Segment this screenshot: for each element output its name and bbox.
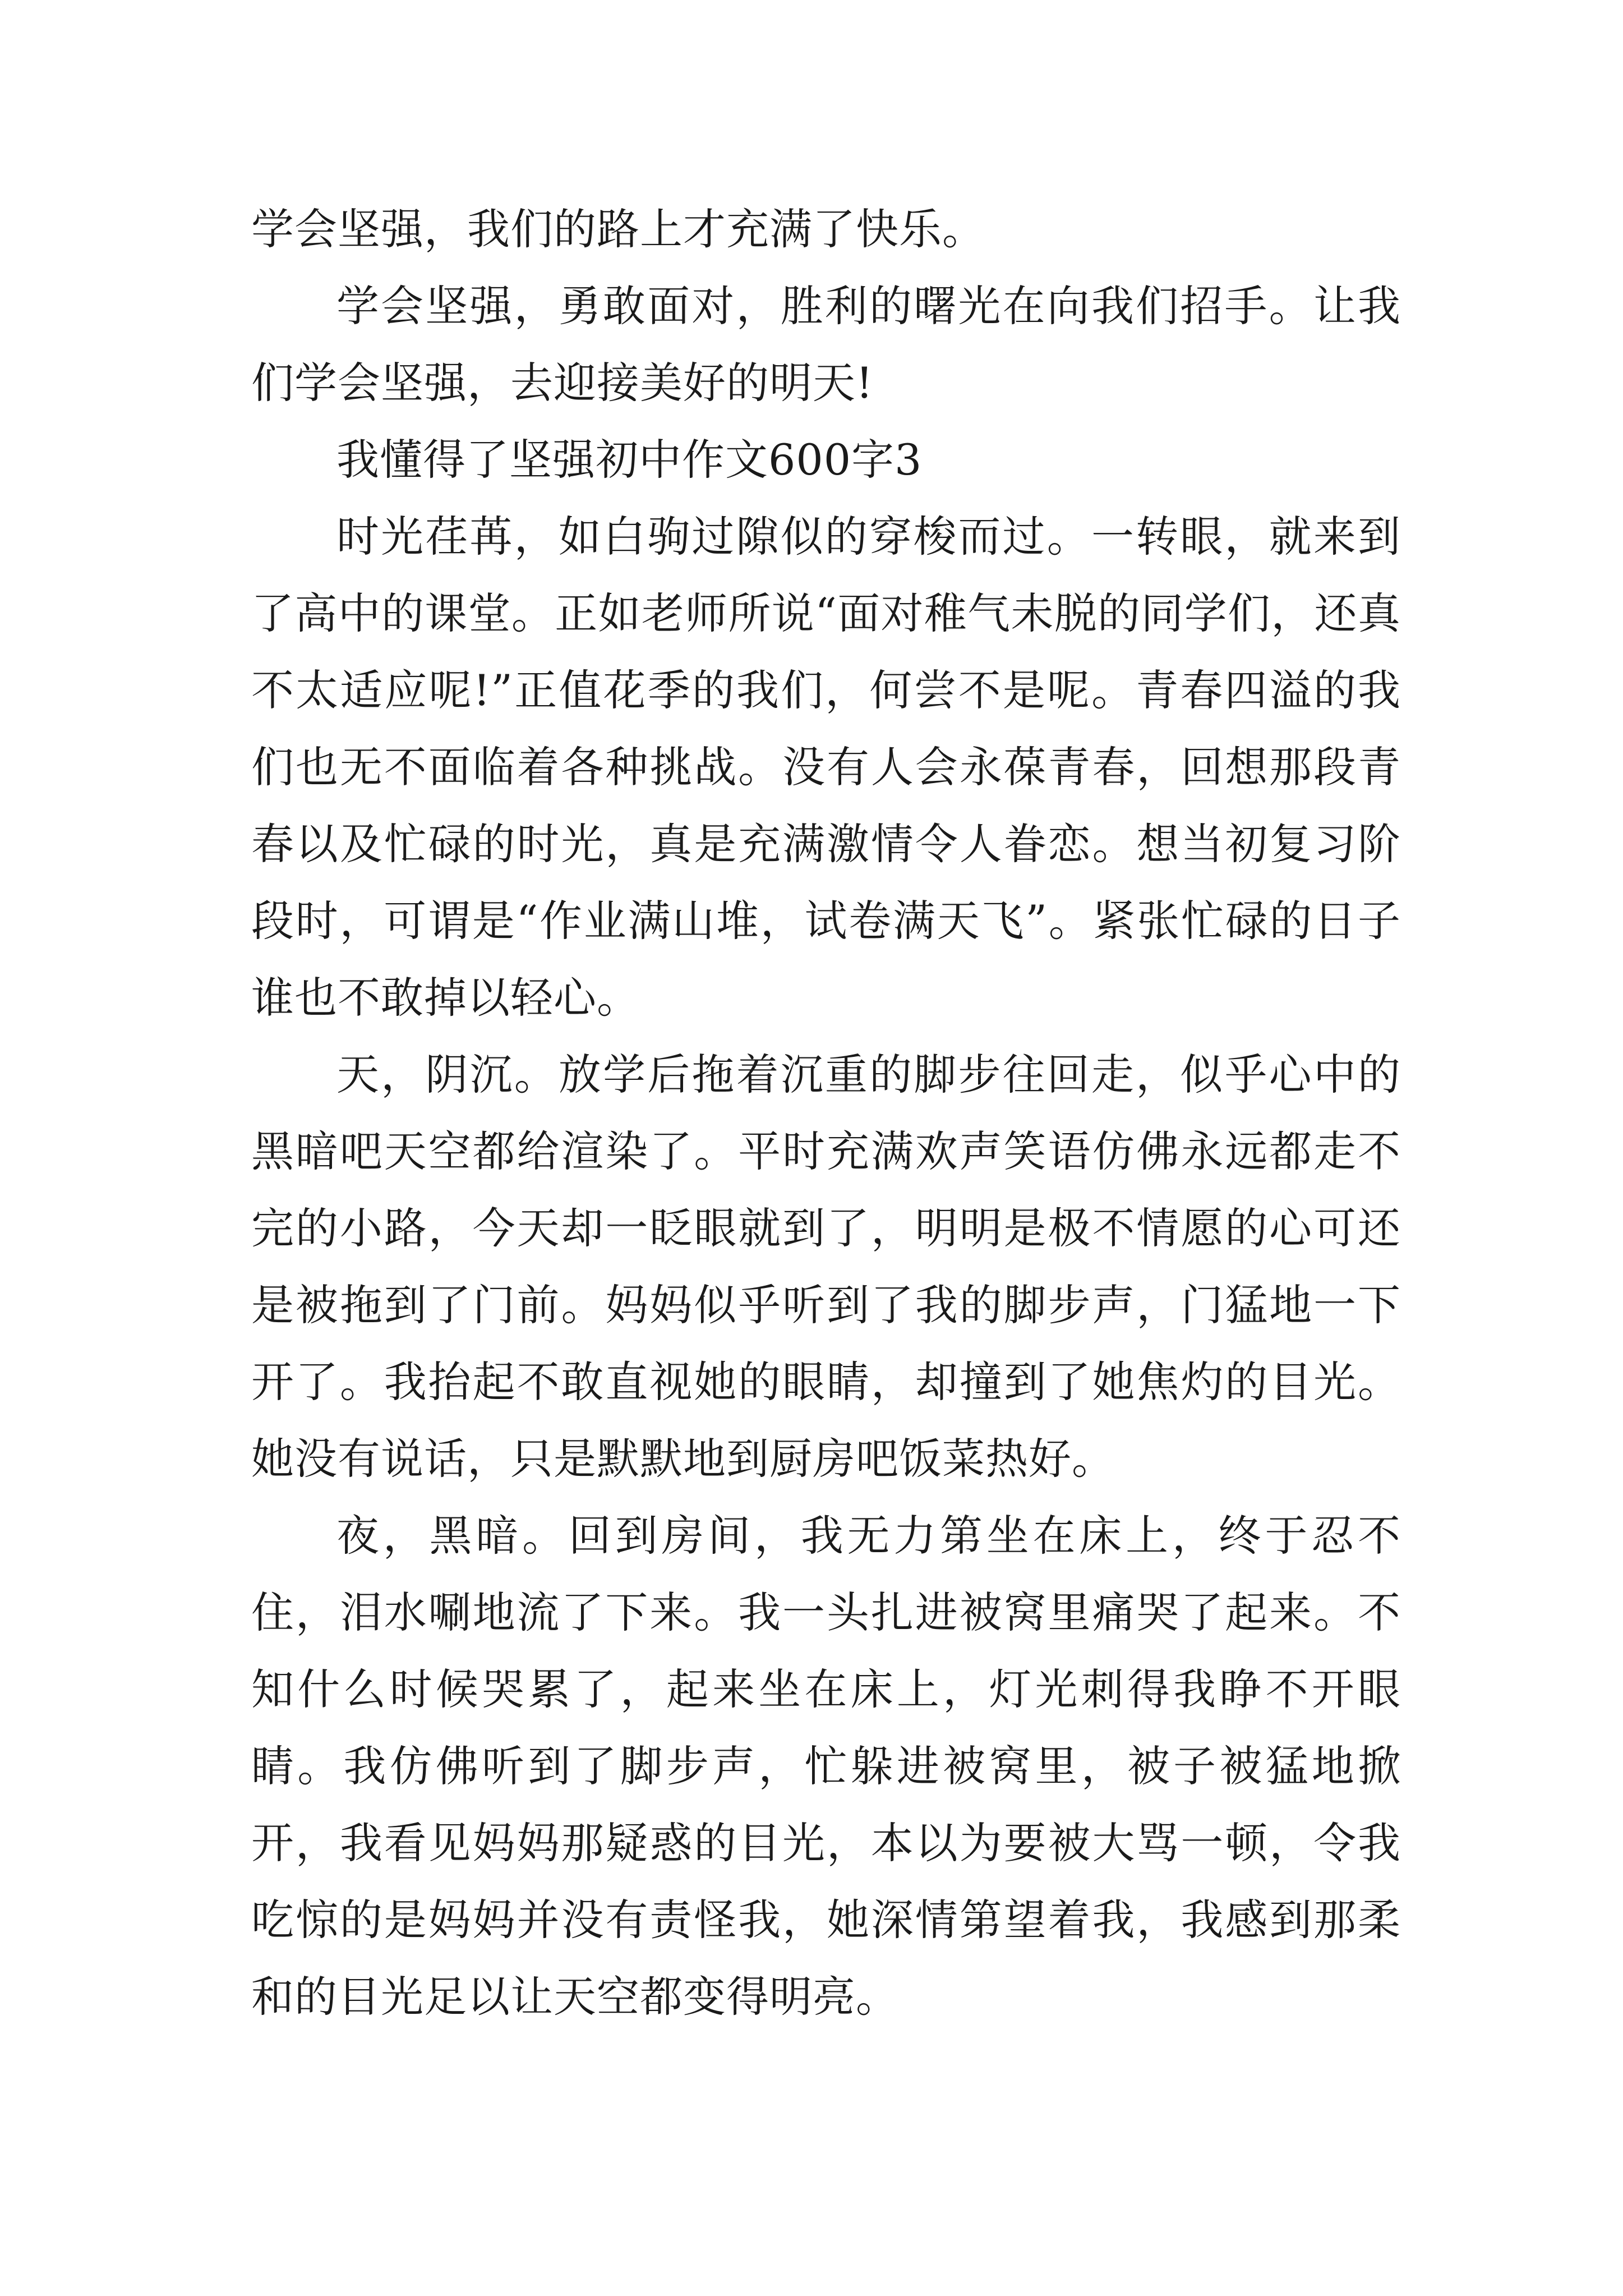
paragraph: 学会坚强，勇敢面对，胜利的曙光在向我们招手。让我们学会坚强，去迎接美好的明天! xyxy=(251,281,1401,408)
essay-title: 我懂得了坚强初中作文600字3 xyxy=(336,435,923,485)
paragraph: 天，阴沉。放学后拖着沉重的脚步往回走，似乎心中的黑暗吧天空都给渲染了。平时充满欢声笑语仿佛永远都走不完的小路，今天却一眨眼就到了，明明是极不情愿的心可还是被拖到了门前。妈妈似乎听到了我的脚步声，门猛地一下开了。我抬起不敢直视她的眼睛，却撞到了她焦灼的目光。她没有说话，只是默默地到厨房吧饭菜热好。 xyxy=(251,1050,1401,1484)
paragraph-continuation: 学会坚强，我们的路上才充满了快乐。 xyxy=(251,204,985,254)
paragraph: 夜，黑暗。回到房间，我无力第坐在床上，终于忍不住，泪水唰地流了下来。我一头扎进被窝里痛哭了起来。不知什么时候哭累了，起来坐在床上，灯光刺得我睁不开眼睛。我仿佛听到了脚步声，忙躲进被窝里，被子被猛地掀开，我看见妈妈那疑惑的目光，本以为要被大骂一顿，令我吃惊的是妈妈并没有责怪我，她深情第望着我，我感到那柔和的目光足以让天空都变得明亮。 xyxy=(251,1511,1401,2022)
paragraph: 时光荏苒，如白驹过隙似的穿梭而过。一转眼，就来到了高中的课堂。正如老师所说“面对稚气未脱的同学们，还真不太适应呢!”正值花季的我们，何尝不是呢。青春四溢的我们也无不面临着各种挑战。没有人会永葆青春，回想那段青春以及忙碌的时光，真是充满激情令人眷恋。想当初复习阶段时，可谓是“作业满山堆，试卷满天飞”。紧张忙碌的日子谁也不敢掉以轻心。 xyxy=(251,512,1401,1023)
document-body xyxy=(251,191,1401,2035)
